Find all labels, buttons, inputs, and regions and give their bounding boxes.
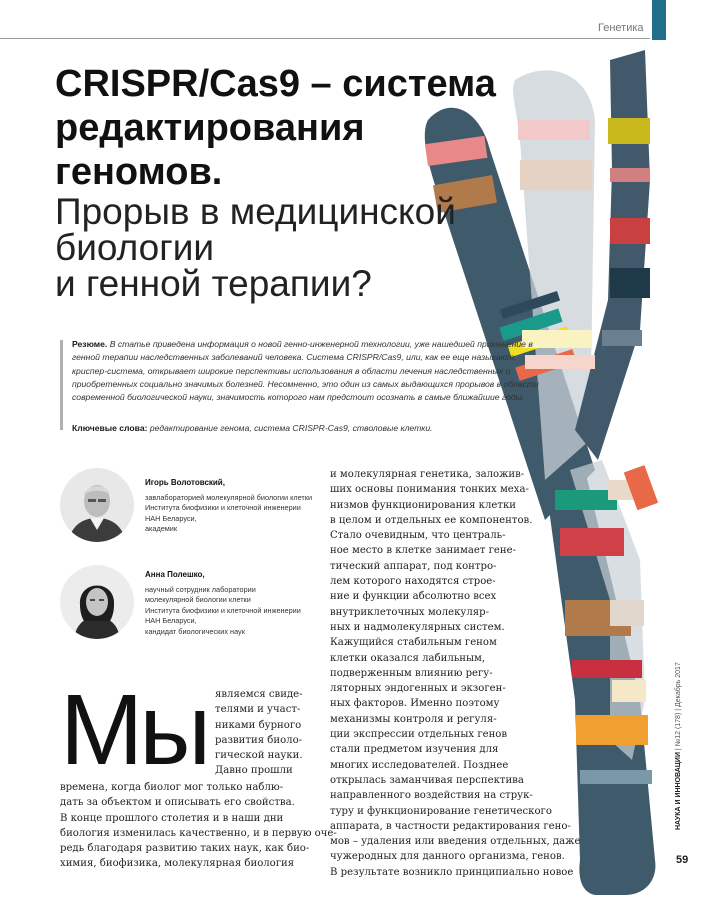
body-line: времена, когда биолог мог только наблю- — [60, 782, 284, 793]
subtitle-line: биологии — [55, 227, 215, 268]
abstract-label: Резюме. — [72, 339, 108, 349]
article-subtitle — [55, 191, 515, 304]
body-line: Давно прошли — [215, 765, 293, 777]
journal-name: НАУКА И ИННОВАЦИИ — [675, 752, 682, 830]
drop-cap: Мы — [60, 674, 208, 786]
author-detail: завлабораторией молекулярной биологии клетки — [145, 492, 313, 502]
body-line: подверженным влиянию регу- — [330, 667, 493, 679]
body-line: дать за объектом и описывать его свойства. — [60, 797, 295, 809]
body-column-1 — [60, 780, 337, 872]
body-line: В результате возникло принципиально новое — [330, 866, 574, 878]
author-name: Игорь Волотовский, — [145, 478, 225, 487]
body-line: редь благодаря развитию таких наук, как био- — [60, 843, 310, 855]
body-line: мов – удаления или введения отдельных, даже — [330, 836, 581, 848]
body-line: открылась заманчивая перспектива — [330, 774, 524, 786]
body-line: туру и функционирование генетического — [330, 805, 552, 817]
author-info — [145, 478, 320, 535]
body-line: в целом и отдельных ее компонентов. — [330, 514, 533, 526]
body-line: ных и надмолекулярных систем. — [330, 621, 505, 633]
body-line: ции экспрессии отдельных генов — [330, 729, 508, 741]
body-line: клетки оказался лабильным, — [330, 652, 486, 664]
author-detail: академик — [145, 524, 178, 533]
body-line: тический аппарат, под контро- — [330, 560, 497, 572]
body-line: ших основы понимания тонких меха- — [330, 484, 529, 496]
author-detail: НАН Беларуси, — [145, 616, 197, 625]
meta-separator: | — [675, 746, 682, 751]
subtitle-line: Прорыв в медицинской — [55, 191, 456, 232]
body-line: В конце прошлого столетия и в наши дни — [60, 812, 284, 824]
author-name: Анна Полешко, — [145, 570, 205, 579]
title-line: геномов. — [55, 151, 223, 193]
body-line: никами бурного — [215, 719, 302, 731]
body-line: механизмы контроля и регуля- — [330, 713, 497, 725]
author-detail: кандидат биологических наук — [145, 626, 245, 636]
subtitle-line: и генной терапии? — [55, 263, 372, 304]
issue-number: №12 (178) — [675, 712, 682, 747]
body-line: и молекулярная генетика, заложив- — [330, 469, 525, 480]
body-line: Кажущийся стабильным геном — [330, 637, 497, 649]
author-info — [145, 570, 320, 637]
body-line: лем которого находятся строе- — [330, 576, 496, 588]
author-photo — [60, 468, 134, 542]
author-detail: НАН Беларуси, — [145, 513, 197, 523]
author-detail: научный сотрудник лаборатории — [145, 584, 256, 594]
author-detail: Института биофизики и клеточной инженерии — [145, 503, 301, 512]
body-column-1-top — [215, 687, 303, 779]
body-line: ляторных эндогенных и экзоген- — [330, 683, 506, 695]
body-line: внутриклеточных молекуляр- — [330, 606, 490, 618]
body-line: ных факторов. Именно поэтому — [330, 698, 500, 710]
body-line: Стало очевидным, что централь- — [330, 530, 506, 542]
body-line: стали предметом изучения для — [330, 744, 499, 756]
journal-meta — [675, 662, 682, 830]
body-line: аппарата, в частности редактирования гено- — [330, 820, 571, 832]
body-line: химия, биофизика, молекулярная биология — [60, 858, 295, 870]
body-column-2 — [330, 467, 580, 880]
body-line: развития биоло- — [215, 734, 303, 746]
body-line: биология изменилась качественно, и в первую оче- — [60, 827, 337, 839]
issue-date: Декабрь 2017 — [675, 662, 682, 707]
title-line: CRISPR/Cas9 – система — [55, 63, 496, 105]
author-detail: молекулярной биологии клетки — [145, 595, 251, 604]
body-line: гической науки. — [215, 750, 303, 762]
article-title — [55, 62, 575, 194]
meta-separator: | — [675, 706, 682, 711]
author-detail: Института биофизики и клеточной инженерии — [145, 605, 301, 615]
body-line: чужеродных для данного организма, генов. — [330, 851, 565, 863]
page-number: 59 — [676, 854, 689, 866]
abstract-text: В статье приведена информация о новой генно-инженерной технологии, уже нашедшей применение в генной терапии наследственных заболеваний человека. Система CRISPR/Cas9, или, как ее еще называют, криспер-система, открывает широкие перспективы использования в области лечения наследственных и приобретенных социально значимых болезней. Несомненно, это один из самых выдающихся прорывов в области современной биологической науки, значимость которого нам предстоит осознать в самые ближайшие годы. — [72, 339, 539, 403]
title-line: редактирования — [55, 107, 365, 149]
keywords-text: редактирование генома, система CRISPR-Cas9, стволовые клетки. — [149, 423, 433, 433]
section-label: Генетика — [598, 22, 644, 34]
body-line: телями и участ- — [215, 704, 301, 716]
body-line: ное место в клетке занимает гене- — [330, 545, 516, 557]
body-line: низмов функционирования клетки — [330, 499, 516, 511]
abstract-side-bar — [60, 340, 63, 430]
abstract — [72, 338, 542, 404]
keywords — [72, 422, 542, 435]
author-photo — [60, 565, 134, 639]
body-line: являемся свиде- — [215, 689, 303, 700]
body-line: многих исследователей. Позднее — [330, 759, 509, 771]
keywords-label: Ключевые слова: — [72, 423, 148, 433]
body-line: ние и функции абсолютно всех — [330, 591, 497, 603]
body-line: направленного воздействия на струк- — [330, 790, 533, 802]
